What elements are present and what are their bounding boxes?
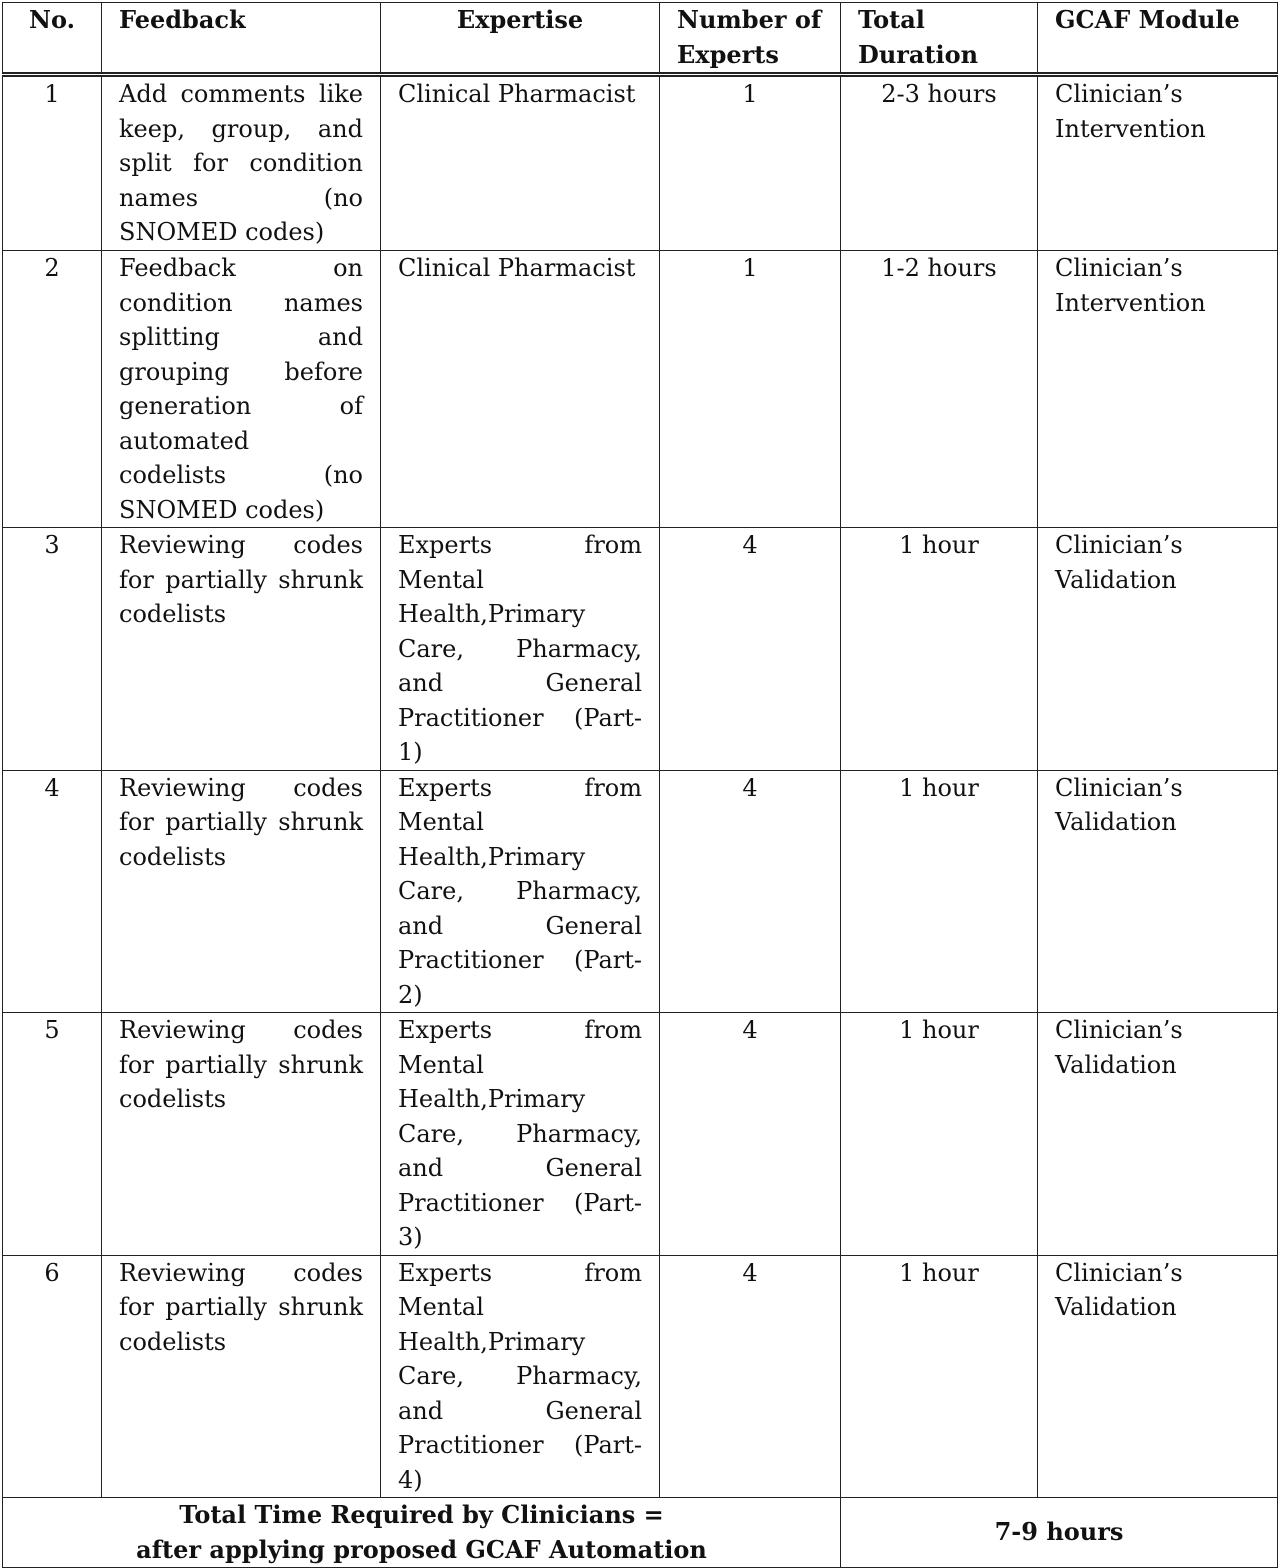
cell-total-duration: 1 hour bbox=[841, 1013, 1038, 1256]
header-gcaf-module: GCAF Module bbox=[1038, 3, 1278, 75]
header-row bbox=[3, 3, 1278, 75]
table-row bbox=[3, 1255, 1278, 1498]
cell-expertise: Experts from Mental Health,Primary Care, Pharmacy, and General Practitioner (Part-2) bbox=[381, 770, 660, 1013]
cell-number-of-experts: 4 bbox=[660, 1013, 841, 1256]
cell-gcaf-module: Clinician’s Intervention bbox=[1038, 75, 1278, 251]
total-label bbox=[3, 1498, 841, 1568]
cell-feedback: Reviewing codes for partially shrunk codelists bbox=[102, 770, 381, 1013]
cell-feedback: Reviewing codes for partially shrunk codelists bbox=[102, 528, 381, 771]
cell-gcaf-module: Clinician’s Validation bbox=[1038, 770, 1278, 1013]
cell-gcaf-module: Clinician’s Intervention bbox=[1038, 251, 1278, 528]
cell-feedback: Reviewing codes for partially shrunk codelists bbox=[102, 1013, 381, 1256]
cell-expertise: Experts from Mental Health,Primary Care, Pharmacy, and General Practitioner (Part-4) bbox=[381, 1255, 660, 1498]
table-row bbox=[3, 75, 1278, 251]
cell-feedback: Add comments like keep, group, and split for condition names (no SNOMED codes) bbox=[102, 75, 381, 251]
cell-total-duration: 1-2 hours bbox=[841, 251, 1038, 528]
cell-number-of-experts: 1 bbox=[660, 251, 841, 528]
cell-number-of-experts: 1 bbox=[660, 75, 841, 251]
cell-expertise: Experts from Mental Health,Primary Care, Pharmacy, and General Practitioner (Part-3) bbox=[381, 1013, 660, 1256]
cell-no: 4 bbox=[3, 770, 102, 1013]
cell-gcaf-module: Clinician’s Validation bbox=[1038, 1013, 1278, 1256]
cell-number-of-experts: 4 bbox=[660, 1255, 841, 1498]
cell-no: 6 bbox=[3, 1255, 102, 1498]
total-value: 7-9 hours bbox=[841, 1498, 1278, 1568]
cell-total-duration: 1 hour bbox=[841, 1255, 1038, 1498]
cell-gcaf-module: Clinician’s Validation bbox=[1038, 1255, 1278, 1498]
cell-total-duration: 2-3 hours bbox=[841, 75, 1038, 251]
table-row bbox=[3, 1013, 1278, 1256]
total-label-line-1: Total Time Required by Clinicians = bbox=[179, 1500, 664, 1529]
cell-feedback: Reviewing codes for partially shrunk codelists bbox=[102, 1255, 381, 1498]
cell-no: 1 bbox=[3, 75, 102, 251]
table-row bbox=[3, 528, 1278, 771]
cell-expertise: Experts from Mental Health,Primary Care, Pharmacy, and General Practitioner (Part-1) bbox=[381, 528, 660, 771]
header-total-duration: Total Duration bbox=[841, 3, 1038, 75]
cell-expertise: Clinical Pharmacist bbox=[381, 75, 660, 251]
total-label-line-2: after applying proposed GCAF Automation bbox=[136, 1534, 707, 1564]
cell-total-duration: 1 hour bbox=[841, 770, 1038, 1013]
table-row bbox=[3, 251, 1278, 528]
header-expertise: Expertise bbox=[381, 3, 660, 75]
header-feedback: Feedback bbox=[102, 3, 381, 75]
header-no: No. bbox=[3, 3, 102, 75]
cell-no: 2 bbox=[3, 251, 102, 528]
codelist-feedback-table bbox=[2, 2, 1278, 1568]
cell-total-duration: 1 hour bbox=[841, 528, 1038, 771]
table-row bbox=[3, 770, 1278, 1013]
cell-expertise: Clinical Pharmacist bbox=[381, 251, 660, 528]
cell-feedback: Feedback on condition names splitting and grouping before generation of automated codelists (no SNOMED codes) bbox=[102, 251, 381, 528]
cell-gcaf-module: Clinician’s Validation bbox=[1038, 528, 1278, 771]
cell-no: 5 bbox=[3, 1013, 102, 1256]
header-number-of-experts: Number of Experts bbox=[660, 3, 841, 75]
cell-number-of-experts: 4 bbox=[660, 770, 841, 1013]
cell-no: 3 bbox=[3, 528, 102, 771]
total-row bbox=[3, 1498, 1278, 1568]
cell-number-of-experts: 4 bbox=[660, 528, 841, 771]
